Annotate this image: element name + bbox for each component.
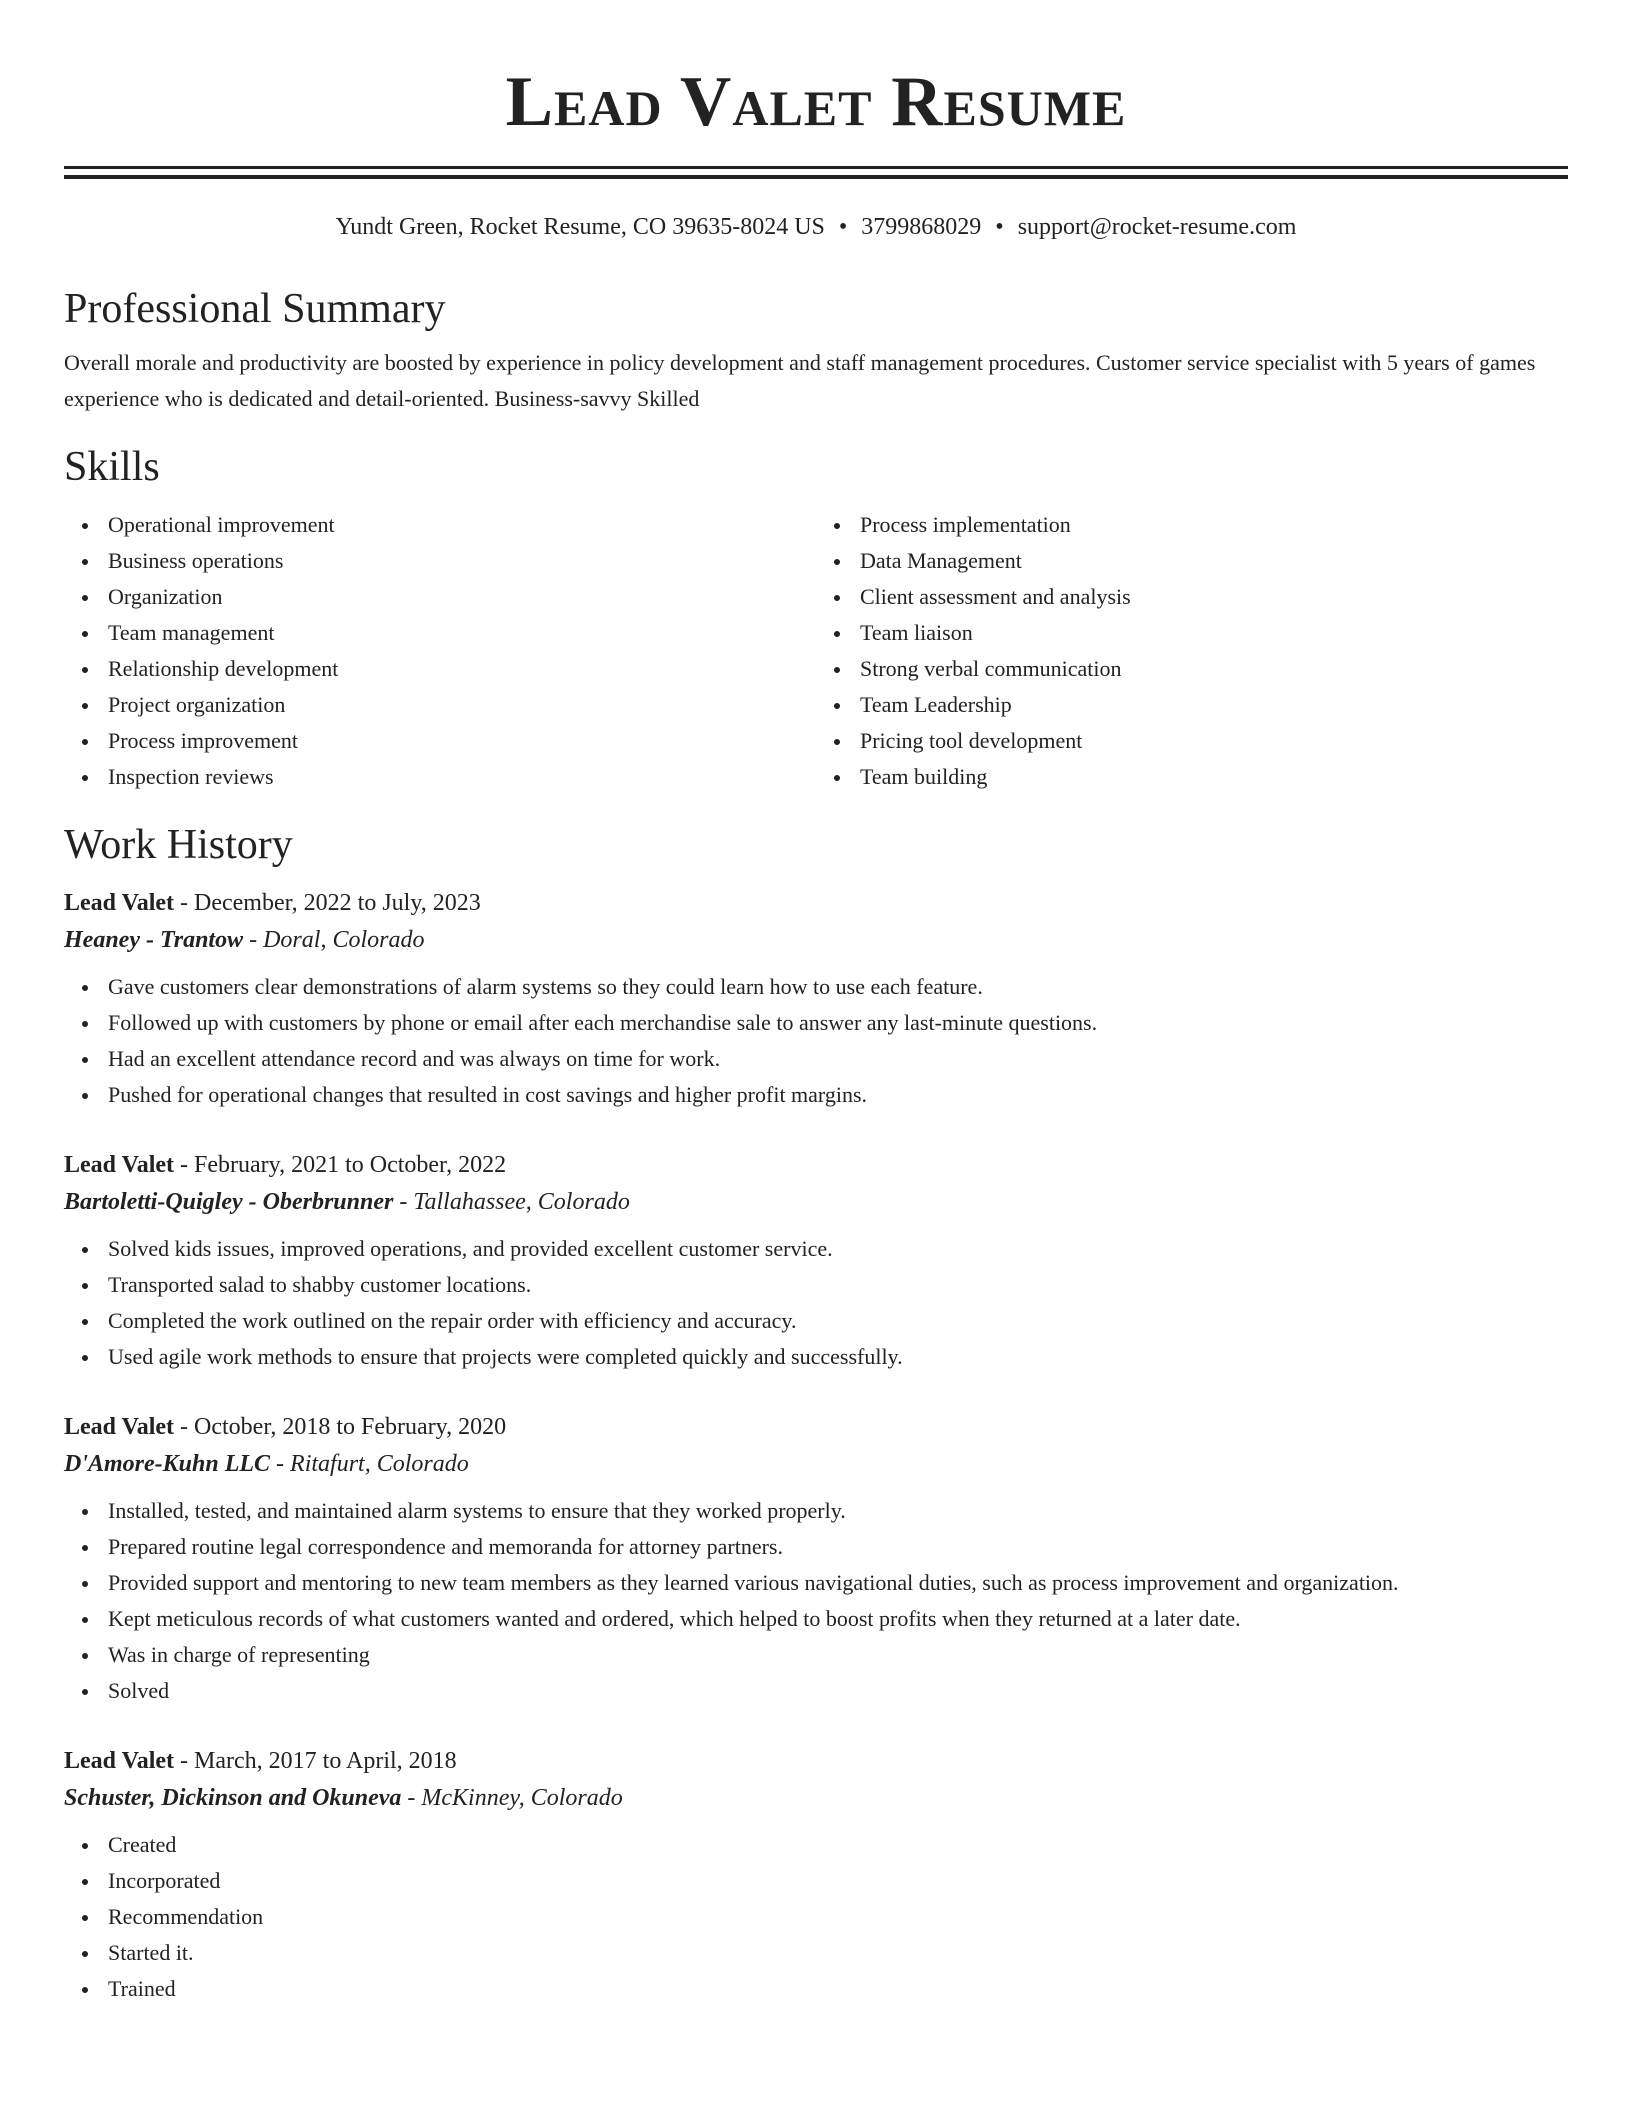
job-bullet: Installed, tested, and maintained alarm systems to ensure that they worked properly. bbox=[108, 1493, 1568, 1529]
skill-item: Process implementation bbox=[860, 507, 1568, 543]
resume-page bbox=[64, 0, 1568, 2007]
skill-item: Process improvement bbox=[108, 723, 816, 759]
title-divider-top bbox=[64, 166, 1568, 169]
job-role: Lead Valet bbox=[64, 1748, 175, 1774]
summary-heading: Professional Summary bbox=[64, 286, 446, 332]
job-title-line bbox=[64, 1147, 1568, 1183]
job-bullet: Used agile work methods to ensure that projects were completed quickly and successfully. bbox=[108, 1339, 1568, 1375]
job-company-line bbox=[64, 1445, 1568, 1483]
job-company: D'Amore-Kuhn LLC bbox=[64, 1451, 271, 1477]
job-dates: - December, 2022 to July, 2023 bbox=[174, 890, 481, 916]
skill-item: Team building bbox=[860, 759, 1568, 795]
job-bullet: Incorporated bbox=[108, 1863, 1568, 1899]
job-role: Lead Valet bbox=[64, 1152, 175, 1178]
job-dates: - October, 2018 to February, 2020 bbox=[174, 1414, 507, 1440]
contact-line bbox=[64, 211, 1568, 243]
job-location: - McKinney, Colorado bbox=[401, 1785, 623, 1811]
job-entry bbox=[64, 1409, 1568, 1709]
contact-separator: • bbox=[995, 214, 1004, 240]
job-bullets bbox=[64, 969, 1568, 1113]
job-bullet: Provided support and mentoring to new team members as they learned various navigational duties, such as process improvement and organization. bbox=[108, 1565, 1568, 1601]
job-bullet: Had an excellent attendance record and was always on time for work. bbox=[108, 1041, 1568, 1077]
job-entry bbox=[64, 885, 1568, 1113]
job-dates: - March, 2017 to April, 2018 bbox=[174, 1748, 457, 1774]
job-dates: - February, 2021 to October, 2022 bbox=[174, 1152, 507, 1178]
skill-item: Data Management bbox=[860, 543, 1568, 579]
skill-item: Team management bbox=[108, 615, 816, 651]
job-bullet: Pushed for operational changes that resulted in cost savings and higher profit margins. bbox=[108, 1077, 1568, 1113]
skills-columns bbox=[64, 507, 1568, 795]
job-entry bbox=[64, 1743, 1568, 2007]
skill-item: Project organization bbox=[108, 687, 816, 723]
job-bullets bbox=[64, 1827, 1568, 2007]
skill-item: Business operations bbox=[108, 543, 816, 579]
contact-address: Yundt Green, Rocket Resume, CO 39635-8024 US bbox=[335, 214, 825, 240]
skill-item: Relationship development bbox=[108, 651, 816, 687]
job-bullet: Completed the work outlined on the repair order with efficiency and accuracy. bbox=[108, 1303, 1568, 1339]
job-bullet: Created bbox=[108, 1827, 1568, 1863]
skill-item: Operational improvement bbox=[108, 507, 816, 543]
job-title-line bbox=[64, 885, 1568, 921]
job-location: - Doral, Colorado bbox=[243, 927, 425, 953]
job-bullet: Trained bbox=[108, 1971, 1568, 2007]
skill-item: Pricing tool development bbox=[860, 723, 1568, 759]
job-bullet: Recommendation bbox=[108, 1899, 1568, 1935]
job-bullet: Transported salad to shabby customer locations. bbox=[108, 1267, 1568, 1303]
skill-item: Team Leadership bbox=[860, 687, 1568, 723]
skills-list-left bbox=[64, 507, 816, 795]
job-location: - Tallahassee, Colorado bbox=[393, 1189, 630, 1215]
contact-phone: 3799868029 bbox=[861, 214, 982, 240]
title-divider-bottom bbox=[64, 175, 1568, 179]
job-company: Schuster, Dickinson and Okuneva bbox=[64, 1785, 402, 1811]
job-bullet: Was in charge of representing bbox=[108, 1637, 1568, 1673]
job-bullet: Gave customers clear demonstrations of alarm systems so they could learn how to use each feature. bbox=[108, 969, 1568, 1005]
job-company-line bbox=[64, 1779, 1568, 1817]
resume-title: Lead Valet Resume bbox=[505, 63, 1127, 141]
skills-heading: Skills bbox=[64, 444, 160, 490]
skill-item: Client assessment and analysis bbox=[860, 579, 1568, 615]
job-title-line bbox=[64, 1409, 1568, 1445]
skill-item: Team liaison bbox=[860, 615, 1568, 651]
skills-list-right bbox=[816, 507, 1568, 795]
job-role: Lead Valet bbox=[64, 890, 175, 916]
job-bullets bbox=[64, 1231, 1568, 1375]
job-bullets bbox=[64, 1493, 1568, 1709]
job-company-line bbox=[64, 921, 1568, 959]
job-bullet: Solved kids issues, improved operations, and provided excellent customer service. bbox=[108, 1231, 1568, 1267]
job-company-line bbox=[64, 1183, 1568, 1221]
skill-item: Strong verbal communication bbox=[860, 651, 1568, 687]
contact-email: support@rocket-resume.com bbox=[1017, 214, 1297, 240]
job-company: Heaney - Trantow bbox=[64, 927, 244, 953]
job-role: Lead Valet bbox=[64, 1414, 175, 1440]
job-entry bbox=[64, 1147, 1568, 1375]
job-bullet: Prepared routine legal correspondence and memoranda for attorney partners. bbox=[108, 1529, 1568, 1565]
job-title-line bbox=[64, 1743, 1568, 1779]
skill-item: Organization bbox=[108, 579, 816, 615]
job-bullet: Started it. bbox=[108, 1935, 1568, 1971]
work-history-heading: Work History bbox=[64, 822, 293, 868]
skill-item: Inspection reviews bbox=[108, 759, 816, 795]
job-bullet: Solved bbox=[108, 1673, 1568, 1709]
job-bullet: Followed up with customers by phone or email after each merchandise sale to answer any last-minute questions. bbox=[108, 1005, 1568, 1041]
job-bullet: Kept meticulous records of what customers wanted and ordered, which helped to boost profits when they returned at a later date. bbox=[108, 1601, 1568, 1637]
summary-text: Overall morale and productivity are boosted by experience in policy development and staff management procedures. Customer service specialist with 5 years of games experience who is dedicated and detail-oriented. Business-savvy Skilled bbox=[64, 350, 1536, 411]
job-company: Bartoletti-Quigley - Oberbrunner bbox=[64, 1189, 394, 1215]
job-location: - Ritafurt, Colorado bbox=[270, 1451, 469, 1477]
contact-separator: • bbox=[838, 214, 848, 240]
